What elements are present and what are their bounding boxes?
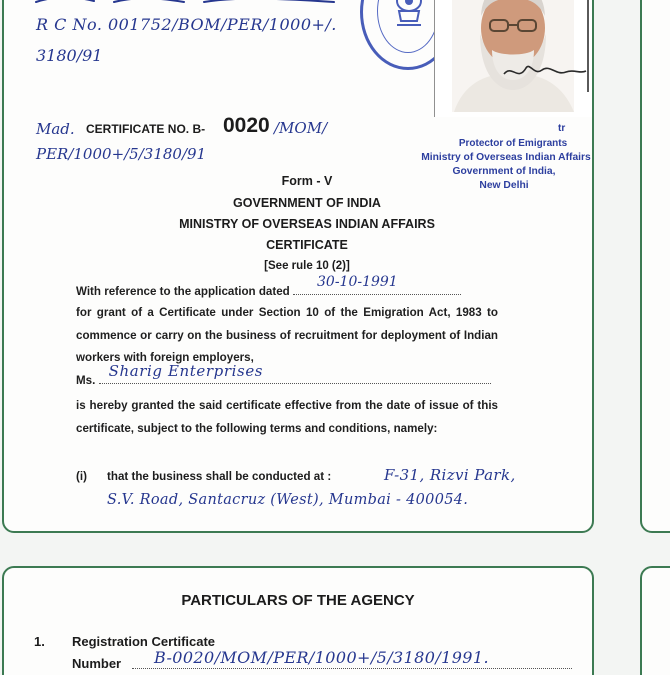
- cut-handwriting-strokes: [34, 0, 354, 6]
- address-line2: S.V. Road, Santacruz (West), Mumbai - 400054.: [107, 492, 469, 508]
- ministry-heading: MINISTRY OF OVERSEAS INDIAN AFFAIRS: [179, 217, 435, 231]
- official-photo: [434, 0, 592, 117]
- ms-label: Ms.: [76, 374, 96, 387]
- agency-name-line: [76, 361, 498, 393]
- address-line1: F-31, Rizvi Park,: [384, 466, 516, 484]
- agency-name: Sharig Enterprises: [108, 361, 264, 380]
- particulars-title: PARTICULARS OF THE AGENCY: [181, 592, 415, 609]
- certificate-number-label: CERTIFICATE NO. B-: [86, 122, 206, 136]
- official-designation-line1: Protector of Emigrants: [458, 138, 568, 149]
- signature-mark: tr: [558, 123, 566, 134]
- rc-number-line2: 3180/91: [36, 46, 103, 65]
- official-designation-line2: Ministry of Overseas Indian Affairs: [421, 152, 591, 163]
- rc-number-line1: R C No. 001752/BOM/PER/1000+/.: [36, 15, 337, 34]
- granted-text: is hereby granted the said certificate effective from the date of issue of this certificate, subject to the following terms and conditions, namely:: [76, 399, 498, 435]
- official-designation-line4: New Delhi: [479, 180, 529, 191]
- ashoka-emblem-icon: [391, 0, 427, 33]
- condition-number: (i): [76, 470, 87, 483]
- reference-text: With reference to the application dated: [76, 285, 290, 298]
- application-date-field: [293, 273, 461, 295]
- rule-reference: [See rule 10 (2)]: [264, 260, 350, 272]
- mad-prefix: Mad.: [36, 120, 75, 138]
- application-date: 30-10-1991: [317, 273, 398, 290]
- item-number: 1.: [34, 634, 45, 649]
- certificate-number-suffix: /MOM/: [274, 119, 328, 137]
- condition-text: that the business shall be conducted at :: [107, 470, 332, 483]
- certificate-card: [2, 0, 594, 533]
- government-heading: GOVERNMENT OF INDIA: [233, 196, 381, 210]
- certificate-title: CERTIFICATE: [266, 238, 348, 252]
- certificate-number-line2: PER/1000+/5/3180/91: [36, 145, 207, 163]
- registration-number-field: [132, 668, 572, 669]
- adjacent-page-card-top: [640, 0, 670, 533]
- particulars-card: [2, 566, 594, 675]
- official-designation-line3: Government of India,: [452, 166, 556, 177]
- reference-line: [76, 273, 498, 304]
- agency-name-field: [99, 361, 491, 384]
- certificate-number: 0020: [223, 114, 270, 137]
- registration-number: B-0020/MOM/PER/1000+/5/3180/1991.: [154, 648, 489, 667]
- grant-text: for grant of a Certificate under Section 10 of the Emigration Act, 1983 to commence or carry on the business of recruitment for deployment of Indian workers with foreign employers,: [76, 306, 498, 364]
- registration-number-label: Number: [72, 656, 122, 671]
- adjacent-page-card-bottom: [640, 566, 670, 675]
- form-number: Form - V: [281, 174, 333, 188]
- registration-certificate-label: Registration Certificate: [72, 634, 216, 649]
